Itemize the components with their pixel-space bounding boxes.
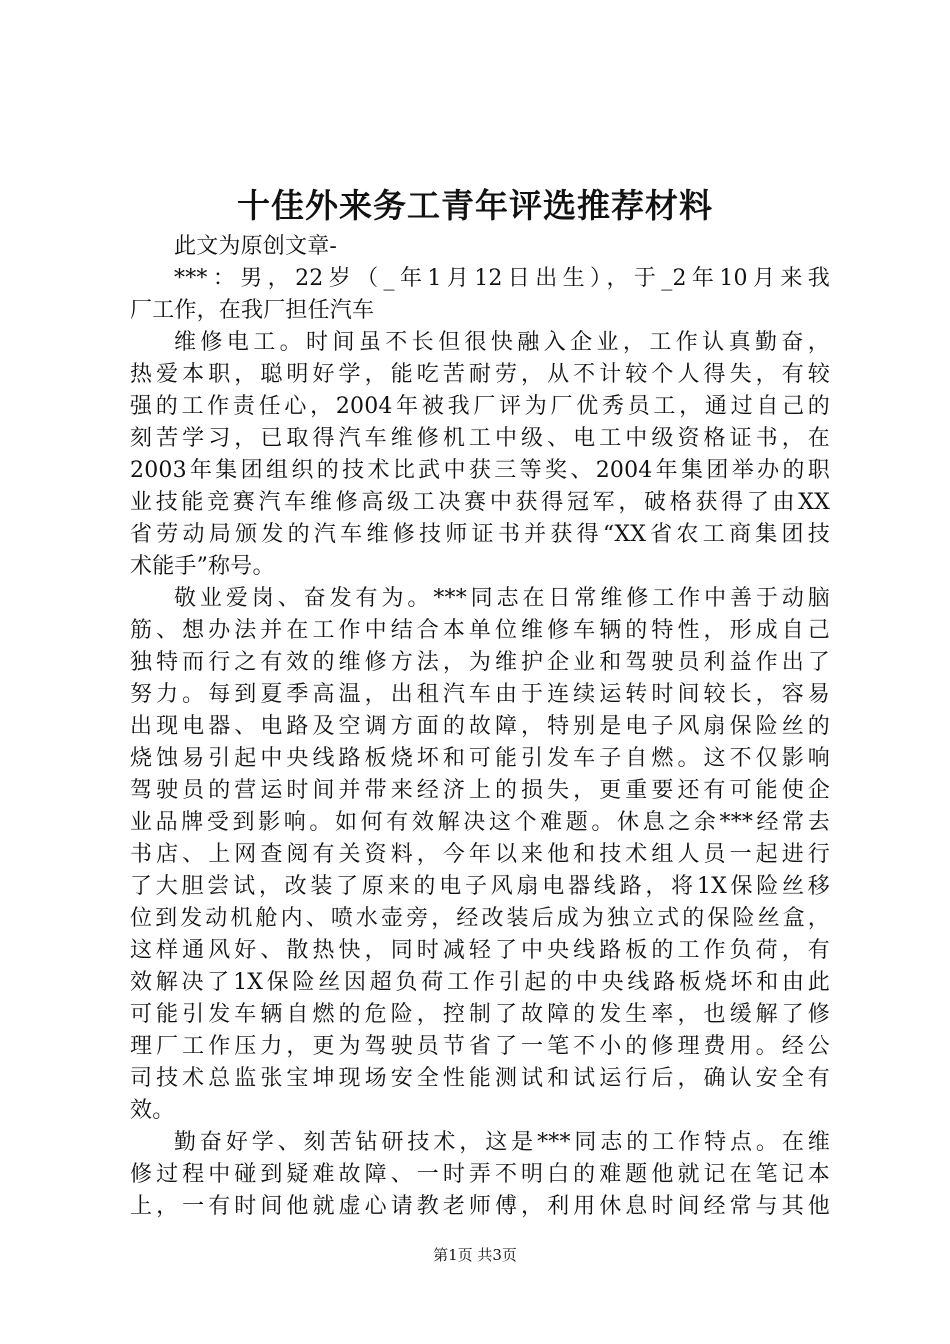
document-title: 十佳外来务工青年评选推荐材料 (237, 186, 713, 225)
body-line: 独特而行之有效的维修方法，为维护企业和驾驶员利益作出了 (130, 650, 830, 675)
body-line: 敬业爱岗、奋发有为。***同志在日常维修工作中善于动脑 (174, 586, 830, 611)
body-line: 维修电工。时间虽不长但很快融入企业，工作认真勤奋， (174, 330, 830, 355)
body-line: 业品牌受到影响。如何有效解决这个难题。休息之余***经常去 (130, 810, 830, 835)
body-line: 理厂工作压力，更为驾驶员节省了一笔不小的修理费用。经公 (130, 1034, 830, 1059)
body-line: 筋、想办法并在工作中结合本单位维修车辆的特性，形成自己 (130, 618, 830, 643)
body-line: 术能手”称号。 (130, 554, 275, 579)
body-line: 效解决了1X保险丝因超负荷工作引起的中央线路板烧坏和由此 (130, 970, 830, 995)
body-line: 热爱本职，聪明好学，能吃苦耐劳，从不计较个人得失，有较 (130, 362, 830, 387)
body-line: 驾驶员的营运时间并带来经济上的损失，更重要还有可能使企 (130, 778, 830, 803)
body-line: 2003年集团组织的技术比武中获三等奖、2004年集团举办的职 (130, 458, 830, 483)
body-line: 强的工作责任心，2004年被我厂评为厂优秀员工，通过自己的 (130, 394, 830, 419)
body-line: 修过程中碰到疑难故障、一时弄不明白的难题他就记在笔记本 (130, 1162, 830, 1187)
body-line: 省劳动局颁发的汽车维修技师证书并获得“XX省农工商集团技 (130, 522, 830, 547)
body-line: ***：男，22岁（_年1月12日出生），于_2年10月来我 (174, 266, 830, 291)
document-body (130, 231, 830, 1223)
body-line: 烧蚀易引起中央线路板烧坏和可能引发车子自燃。这不仅影响 (130, 746, 830, 771)
body-line: 上，一有时间他就虚心请教老师傅，利用休息时间经常与其他 (130, 1194, 830, 1219)
body-line: 刻苦学习，已取得汽车维修机工中级、电工中级资格证书，在 (130, 426, 830, 451)
body-line: 业技能竞赛汽车维修高级工决赛中获得冠军，破格获得了由XX (130, 490, 830, 515)
body-line: 位到发动机舱内、喷水壶旁，经改装后成为独立式的保险丝盒， (130, 906, 830, 931)
page-footer: 第1页 共3页 (433, 1246, 517, 1264)
body-line: 了大胆尝试，改装了原来的电子风扇电器线路，将1X保险丝移 (130, 874, 830, 899)
body-line: 努力。每到夏季高温，出租汽车由于连续运转时间较长，容易 (130, 682, 830, 707)
body-line: 这样通风好、散热快，同时减轻了中央线路板的工作负荷，有 (130, 938, 830, 963)
body-line: 出现电器、电路及空调方面的故障，特别是电子风扇保险丝的 (130, 714, 830, 739)
body-line: 司技术总监张宝坤现场安全性能测试和试运行后，确认安全有 (130, 1066, 830, 1091)
body-line: 此文为原创文章- (174, 234, 338, 259)
body-line: 可能引发车辆自燃的危险，控制了故障的发生率，也缓解了修 (130, 1002, 830, 1027)
body-line: 书店、上网查阅有关资料，今年以来他和技术组人员一起进行 (130, 842, 830, 867)
body-line: 勤奋好学、刻苦钻研技术，这是***同志的工作特点。在维 (174, 1130, 830, 1155)
body-line: 效。 (130, 1098, 175, 1123)
body-line: 厂工作，在我厂担任汽车 (130, 298, 375, 323)
